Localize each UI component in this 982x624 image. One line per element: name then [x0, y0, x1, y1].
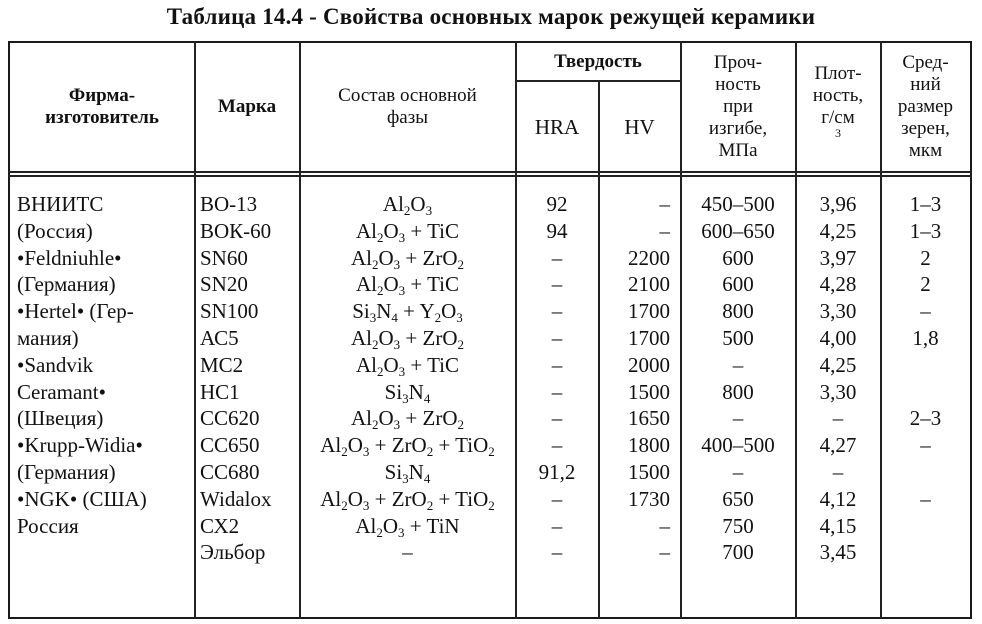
- cell-density: 4,28: [819, 272, 857, 297]
- formula-subscript: 2: [341, 444, 348, 460]
- header-hra: HRA: [534, 114, 580, 139]
- formula-subscript: 2: [457, 256, 464, 272]
- cell-comp: [300, 245, 515, 271]
- cell-hra: 91,2: [538, 460, 576, 484]
- formula-part: N: [376, 299, 392, 324]
- cell-density: 4,12: [819, 486, 857, 511]
- header-divider: [8, 171, 972, 173]
- cell-strength: –: [732, 460, 744, 484]
- cell-comp: [300, 379, 515, 405]
- formula-part: + TiO: [433, 433, 489, 458]
- formula-subscript: 2: [426, 497, 434, 513]
- cell-comp: [300, 298, 515, 324]
- cell-hv: –: [659, 218, 670, 243]
- formula-subscript: 4: [391, 310, 398, 326]
- cell-hra: –: [551, 540, 563, 565]
- formula-part: + ZrO: [400, 406, 458, 431]
- cell-hra: –: [551, 352, 563, 377]
- cell-density: –: [832, 460, 844, 484]
- cell-density: 3,30: [819, 379, 857, 404]
- cell-density: 3,97: [819, 245, 857, 270]
- maker-line: (Германия): [17, 460, 116, 484]
- cell-comp: [300, 513, 515, 539]
- cell-hv: 1730: [628, 486, 670, 511]
- cell-hra: –: [551, 433, 563, 458]
- formula-subscript: 2: [341, 497, 348, 513]
- cell-hra: –: [551, 486, 563, 511]
- formula-part: N: [408, 379, 424, 404]
- header-hv: HV: [624, 114, 655, 139]
- cell-hra: 92: [546, 192, 568, 216]
- cell-brand: СХ2: [200, 513, 240, 538]
- formula-part: Al: [320, 486, 342, 511]
- formula-subscript: 3: [402, 471, 409, 486]
- formula-part: Si: [352, 299, 370, 324]
- formula-part: + Y: [397, 299, 435, 324]
- cell-grain: 2–3: [909, 406, 942, 431]
- cell-hv: 1800: [628, 433, 670, 458]
- cell-grain: 1–3: [909, 218, 942, 243]
- cell-hra: –: [551, 245, 563, 270]
- cell-strength: 500: [722, 326, 754, 350]
- cell-strength: 750: [722, 513, 754, 538]
- formula-subscript: 2: [488, 497, 495, 513]
- formula-part: + ZrO: [400, 326, 458, 350]
- formula-part: Al: [350, 245, 372, 270]
- formula-part: Al: [320, 433, 342, 458]
- formula-subscript: 3: [369, 310, 377, 326]
- header-strength: Проч- ность при изгибе, МПа: [708, 52, 768, 161]
- cell-strength: 800: [722, 379, 754, 404]
- cell-comp: [300, 432, 515, 458]
- cell-strength: 400–500: [701, 433, 775, 458]
- cell-hv: 1500: [628, 379, 670, 404]
- header-hardness: Твердость: [554, 50, 642, 72]
- cell-strength: 800: [722, 299, 754, 324]
- formula-part: N: [408, 460, 424, 484]
- formula-subscript: 2: [376, 283, 384, 299]
- cell-density: 4,15: [819, 513, 857, 538]
- formula-subscript: 3: [393, 417, 401, 433]
- cell-hra: –: [551, 379, 563, 404]
- cell-hra: –: [551, 513, 563, 538]
- header-brand: Марка: [217, 96, 277, 117]
- formula-part: –: [402, 540, 413, 565]
- maker-line: •Krupp-Widia•: [17, 433, 143, 458]
- cell-strength: 450–500: [701, 192, 775, 216]
- formula-subscript: 2: [434, 310, 442, 326]
- cell-density: 3,30: [819, 299, 857, 324]
- cell-grain: –: [920, 299, 931, 324]
- cell-hv: –: [659, 192, 670, 216]
- formula-subscript: 2: [371, 417, 379, 433]
- cell-brand: Эльбор: [200, 540, 266, 565]
- cell-strength: 600: [722, 272, 754, 297]
- formula-part: O: [378, 326, 394, 350]
- cell-brand: SN60: [200, 245, 248, 270]
- formula-part: + TiN: [404, 513, 460, 538]
- cell-brand: СС650: [200, 433, 260, 458]
- cell-hv: –: [659, 513, 670, 538]
- cell-comp: [300, 539, 515, 565]
- cell-hra: 94: [546, 218, 568, 243]
- formula-part: O: [378, 245, 394, 270]
- cell-hv: 1700: [628, 326, 670, 350]
- cell-brand: ВО-13: [200, 192, 258, 216]
- formula-subscript: 3: [362, 444, 370, 460]
- formula-part: Al: [382, 192, 404, 216]
- maker-line: мания): [17, 326, 79, 350]
- cell-comp: [300, 191, 515, 217]
- cell-comp: [300, 459, 515, 485]
- formula-subscript: 3: [425, 203, 433, 218]
- cell-comp: [300, 405, 515, 431]
- cell-grain: 1,8: [912, 326, 939, 350]
- cell-hv: –: [659, 540, 670, 565]
- formula-subscript: 3: [393, 256, 401, 272]
- maker-line: (Германия): [17, 272, 116, 297]
- formula-part: + TiC: [405, 352, 460, 377]
- formula-part: Al: [355, 352, 377, 377]
- cell-brand: SN20: [200, 272, 248, 297]
- formula-subscript: 2: [426, 444, 434, 460]
- cell-brand: СС680: [200, 460, 260, 484]
- formula-part: Al: [350, 406, 372, 431]
- formula-part: O: [347, 486, 363, 511]
- cell-brand: ВОК-60: [200, 218, 272, 243]
- cell-density: –: [832, 406, 844, 431]
- header-maker: Фирма- изготовитель: [45, 85, 159, 128]
- cell-hra: –: [551, 272, 563, 297]
- maker-line: Ceramant•: [17, 379, 106, 404]
- cell-hv: 2200: [628, 245, 670, 270]
- formula-subscript: 3: [362, 497, 370, 513]
- cell-hv: 1650: [628, 406, 670, 431]
- cell-strength: –: [732, 352, 744, 377]
- maker-line: (Швеция): [17, 406, 104, 431]
- cell-brand: Widalox: [200, 486, 272, 511]
- cell-grain: –: [920, 486, 931, 511]
- formula-subscript: 2: [376, 524, 383, 540]
- maker-line: ВНИИТС: [17, 192, 104, 216]
- formula-part: Si: [384, 460, 403, 484]
- cell-brand: НС1: [200, 379, 240, 404]
- header-grain: Сред- ний размер зерен, мкм: [897, 52, 954, 161]
- formula-part: Al: [350, 326, 372, 350]
- cell-strength: 650: [722, 486, 754, 511]
- formula-part: + TiC: [405, 218, 460, 243]
- formula-part: Al: [355, 513, 377, 538]
- header-divider-double: [8, 175, 972, 177]
- formula-part: Al: [355, 218, 377, 243]
- formula-subscript: 2: [376, 363, 384, 379]
- formula-subscript: 2: [371, 337, 379, 352]
- formula-part: O: [382, 513, 399, 538]
- cell-brand: СС620: [200, 406, 260, 431]
- formula-subscript: 2: [457, 417, 464, 433]
- cell-strength: –: [732, 406, 744, 431]
- cell-hv: 1500: [628, 460, 670, 484]
- formula-part: O: [347, 433, 363, 458]
- formula-part: O: [383, 352, 399, 377]
- formula-subscript: 2: [403, 203, 411, 218]
- formula-subscript: 3: [393, 337, 401, 352]
- formula-part: + ZrO: [369, 486, 427, 511]
- cell-comp: [300, 325, 515, 351]
- cell-density: 3,96: [819, 192, 857, 216]
- maker-line: Россия: [17, 513, 79, 538]
- formula-part: + TiC: [405, 272, 460, 297]
- formula-subscript: 3: [398, 363, 406, 379]
- formula-part: O: [378, 406, 394, 431]
- cell-strength: 600–650: [701, 218, 775, 243]
- cell-hv: 2000: [628, 352, 670, 377]
- formula-part: O: [441, 299, 457, 324]
- maker-line: •NGK• (США): [17, 486, 147, 511]
- header-density: Плот- ность, г/см $^3$: [812, 63, 864, 140]
- formula-part: + TiO: [433, 486, 489, 511]
- formula-part: + ZrO: [400, 245, 458, 270]
- formula-subscript: 2: [488, 444, 495, 460]
- cell-hv: 1700: [628, 299, 670, 324]
- maker-line: •Feldniuhle•: [17, 245, 122, 270]
- cell-density: 4,00: [819, 326, 857, 350]
- table-title: Таблица 14.4 - Свойства основных марок режущей керамики: [166, 4, 816, 29]
- header-composition: Состав основной фазы: [338, 85, 477, 128]
- maker-line: (Россия): [17, 218, 93, 243]
- cell-hv: 2100: [628, 272, 670, 297]
- formula-part: Al: [355, 272, 377, 297]
- cell-density: 3,45: [819, 540, 857, 565]
- cell-comp: [300, 486, 515, 512]
- formula-subscript: 4: [423, 390, 431, 406]
- cell-brand: МС2: [200, 352, 244, 377]
- formula-part: O: [383, 272, 399, 297]
- cell-density: 4,25: [819, 218, 857, 243]
- cell-grain: –: [920, 433, 931, 458]
- formula-subscript: 2: [371, 256, 379, 272]
- cell-density: 4,25: [819, 352, 857, 377]
- formula-part: Si: [384, 379, 403, 404]
- cell-hra: –: [551, 406, 563, 431]
- maker-line: •Hertel• (Гер-: [17, 299, 134, 324]
- maker-line: •Sandvik: [17, 352, 94, 377]
- formula-part: O: [383, 218, 399, 243]
- cell-comp: [300, 218, 515, 244]
- formula-subscript: 3: [456, 310, 463, 326]
- cell-grain: 1–3: [909, 192, 942, 216]
- cell-strength: 700: [722, 540, 754, 565]
- cell-hra: –: [551, 326, 563, 350]
- formula-subscript: 3: [398, 283, 406, 299]
- cell-grain: 2: [920, 272, 931, 297]
- cell-grain: 2: [920, 245, 931, 270]
- cell-brand: SN100: [200, 299, 259, 324]
- formula-subscript: 3: [402, 390, 409, 406]
- cell-strength: 600: [722, 245, 754, 270]
- cell-comp: [300, 271, 515, 297]
- formula-subscript: 4: [423, 471, 431, 486]
- cell-hra: –: [551, 299, 563, 324]
- formula-subscript: 3: [398, 229, 406, 245]
- formula-part: + ZrO: [369, 433, 427, 458]
- formula-subscript: 2: [457, 337, 464, 352]
- formula-subscript: 3: [398, 524, 405, 540]
- formula-part: O: [410, 192, 426, 216]
- cell-comp: [300, 352, 515, 378]
- cell-density: 4,27: [819, 433, 857, 458]
- cell-brand: АС5: [200, 326, 239, 350]
- formula-subscript: 2: [376, 229, 384, 245]
